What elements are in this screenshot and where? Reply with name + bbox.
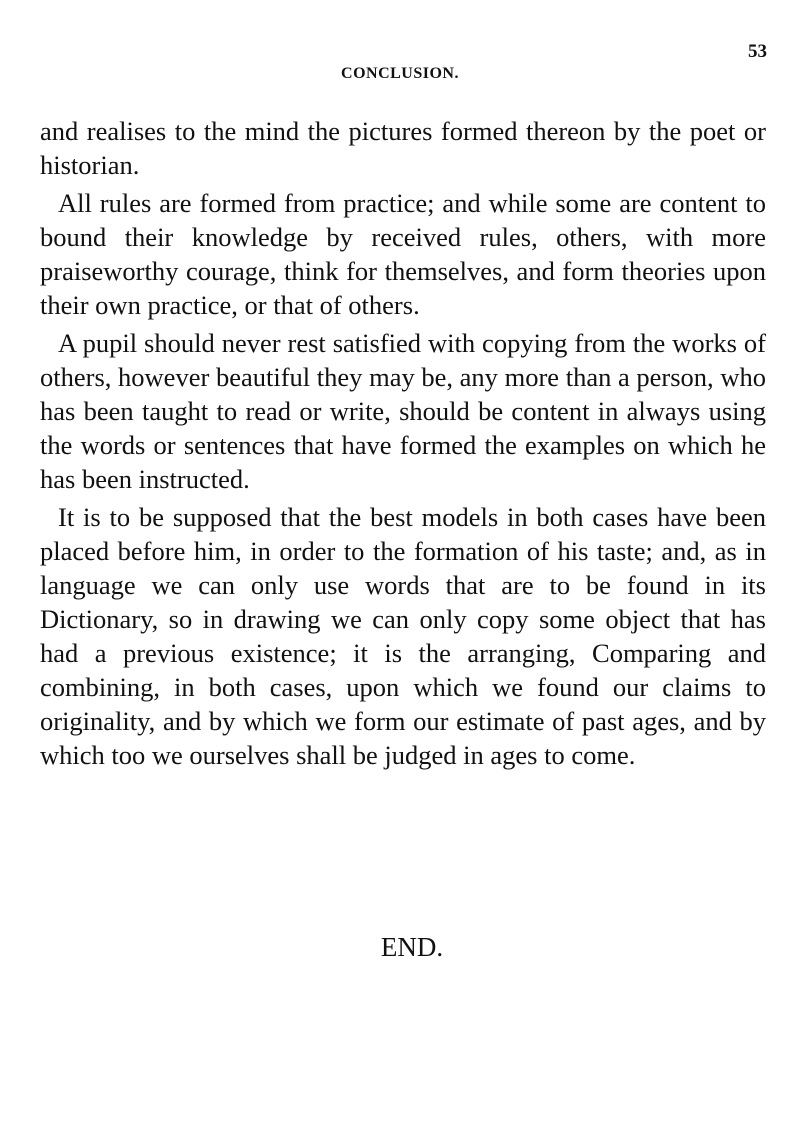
paragraph: All rules are formed from practice; and while some are content to bound their knowledge by received rules, others, with more praiseworthy courage, think for themselves, and form theories upon their own practice, or that of others.: [40, 188, 766, 320]
body-text: [40, 114, 766, 776]
end-mark: END.: [380, 932, 444, 962]
running-title: CONCLUSION.: [341, 65, 459, 82]
page-number: 53: [748, 41, 767, 62]
paragraph: It is to be supposed that the best models in both cases have been placed before him, in order to the formation of his taste; and, as in language we can only use words that are to be found in its Dictionary, so in drawing we can only copy some object that has had a previous existence; it is the arranging, Comparing and combining, in both cases, upon which we found our claims to originality, and by which we form our estimate of past ages, and by which too we ourselves shall be judged in ages to come.: [40, 502, 766, 770]
paragraph-continued: and realises to the mind the pictures formed thereon by the poet or historian.: [40, 116, 766, 180]
paragraph: A pupil should never rest satisfied with copying from the works of others, however beautiful they may be, any more than a person, who has been taught to read or write, should be content in always using the words or sentences that have formed the examples on which he has been instructed.: [40, 328, 766, 494]
